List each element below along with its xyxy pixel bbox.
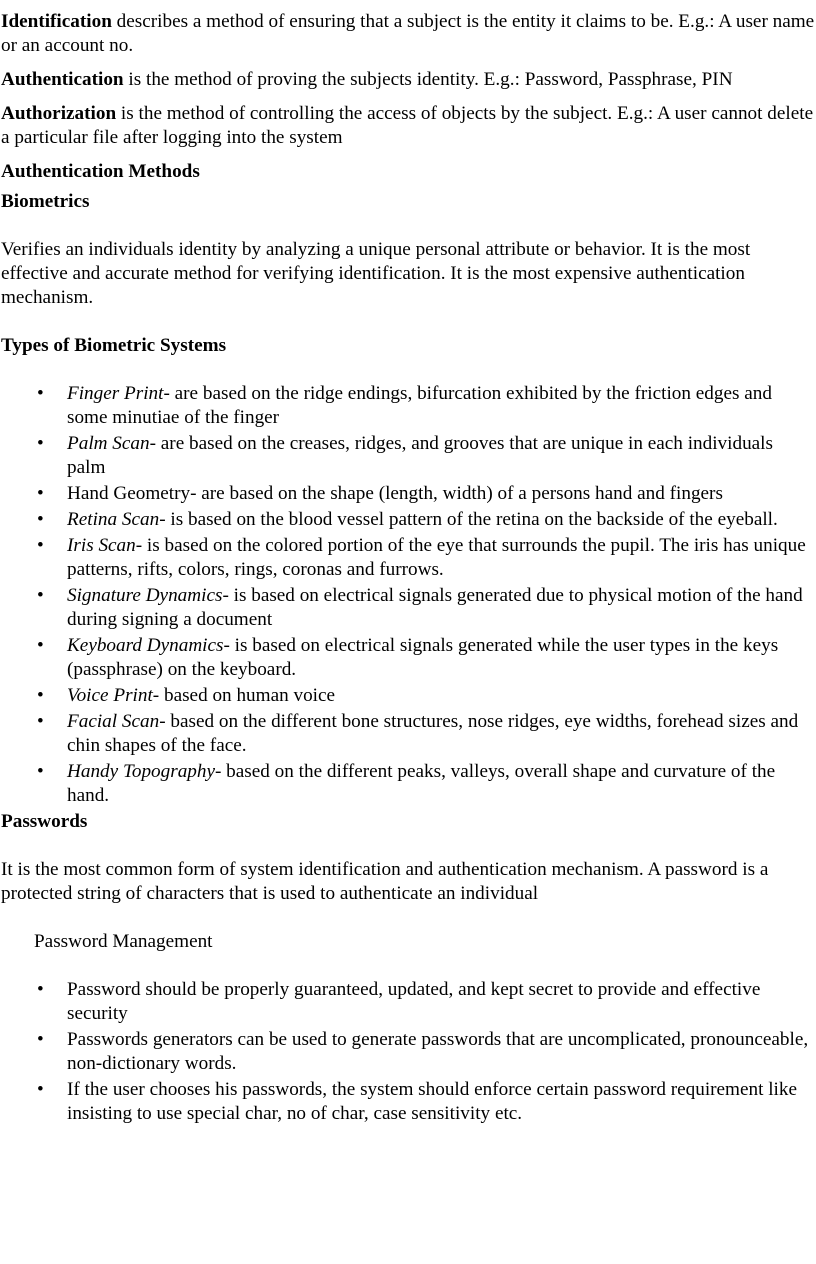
bullet-icon: •	[37, 585, 44, 606]
biometric-type-name: Iris Scan	[67, 535, 136, 556]
biometric-type-desc: - is based on the blood vessel pattern of the retina on the backside of the eyeball.	[159, 509, 778, 530]
biometric-type-item	[37, 710, 816, 758]
password-management-item	[37, 1028, 816, 1076]
biometric-type-desc: - are based on the creases, ridges, and grooves that are unique in each individuals palm	[67, 433, 773, 478]
biometric-type-item	[37, 482, 816, 506]
biometric-type-desc: - based on human voice	[152, 685, 336, 706]
password-management-text: Password should be properly guaranteed, updated, and kept secret to provide and effective security	[67, 979, 761, 1024]
bullet-icon: •	[37, 483, 44, 504]
bullet-icon: •	[37, 1029, 44, 1050]
biometric-type-item	[37, 508, 816, 532]
bullet-icon: •	[37, 979, 44, 1000]
biometrics-paragraph: Verifies an individuals identity by analyzing a unique personal attribute or behavior. It is the most effective and accurate method for verifying identification. It is the most expensive authentication mechanism.	[1, 239, 751, 308]
bullet-icon: •	[37, 1079, 44, 1100]
password-management-item	[37, 1078, 816, 1126]
definition-identification	[1, 10, 816, 58]
term-identification: Identification	[1, 11, 112, 32]
password-management-text: If the user chooses his passwords, the system should enforce certain password requirement like insisting to use special char, no of char, case sensitivity etc.	[67, 1079, 797, 1124]
biometric-type-name: Hand Geometry	[67, 483, 191, 504]
biometric-type-name: Keyboard Dynamics	[67, 635, 224, 656]
bullet-icon: •	[37, 761, 44, 782]
biometric-type-desc: - is based on electrical signals generated while the user types in the keys (passphrase) on the keyboard.	[67, 635, 779, 680]
definition-identification-text: describes a method of ensuring that a subject is the entity it claims to be. E.g.: A user name or an account no.	[1, 11, 815, 56]
term-authorization: Authorization	[1, 103, 117, 124]
biometric-type-desc: - is based on the colored portion of the eye that surrounds the pupil. The iris has unique patterns, rifts, colors, rings, coronas and furrows.	[67, 535, 806, 580]
biometric-type-item	[37, 432, 816, 480]
password-management-list	[1, 978, 816, 1126]
biometric-type-item	[37, 382, 816, 430]
biometric-type-desc: - based on the different peaks, valleys, overall shape and curvature of the hand.	[67, 761, 776, 806]
biometric-types-list	[1, 382, 816, 808]
definition-authentication-text: is the method of proving the subjects identity. E.g.: Password, Passphrase, PIN	[123, 69, 733, 90]
bullet-icon: •	[37, 433, 44, 454]
biometric-type-name: Palm Scan	[67, 433, 150, 454]
biometric-type-name: Facial Scan	[67, 711, 160, 732]
password-management-text: Passwords generators can be used to generate passwords that are uncomplicated, pronounceable, non-dictionary words.	[67, 1029, 809, 1074]
password-management-label: Password Management	[34, 931, 213, 952]
heading-passwords: Passwords	[1, 811, 88, 832]
heading-types-of-biometric-systems: Types of Biometric Systems	[1, 335, 227, 356]
biometric-type-item	[37, 534, 816, 582]
biometric-type-name: Voice Print	[67, 685, 153, 706]
biometric-type-desc: - based on the different bone structures, nose ridges, eye widths, forehead sizes and chin shapes of the face.	[67, 711, 799, 756]
biometric-type-name: Signature Dynamics	[67, 585, 223, 606]
definition-authorization	[1, 102, 816, 150]
bullet-icon: •	[37, 685, 44, 706]
biometric-type-desc: - is based on electrical signals generated due to physical motion of the hand during signing a document	[67, 585, 803, 630]
term-authentication: Authentication	[1, 69, 124, 90]
biometric-type-name: Handy Topography	[67, 761, 215, 782]
biometric-type-item	[37, 760, 816, 808]
definition-authentication	[1, 68, 816, 92]
biometric-type-desc: - are based on the shape (length, width) of a persons hand and fingers	[190, 483, 723, 504]
password-management-item	[37, 978, 816, 1026]
biometric-type-item	[37, 684, 816, 708]
biometric-type-name: Finger Print	[67, 383, 164, 404]
biometric-type-item	[37, 634, 816, 682]
definition-authorization-text: is the method of controlling the access of objects by the subject. E.g.: A user cannot delete a particular file after logging into the system	[1, 103, 814, 148]
heading-biometrics: Biometrics	[1, 191, 90, 212]
bullet-icon: •	[37, 535, 44, 556]
bullet-icon: •	[37, 635, 44, 656]
biometric-type-item	[37, 584, 816, 632]
biometric-type-desc: - are based on the ridge endings, bifurcation exhibited by the friction edges and some minutiae of the finger	[67, 383, 772, 428]
biometric-type-name: Retina Scan	[67, 509, 160, 530]
passwords-paragraph: It is the most common form of system identification and authentication mechanism. A password is a protected string of characters that is used to authenticate an individual	[1, 859, 769, 904]
bullet-icon: •	[37, 383, 44, 404]
bullet-icon: •	[37, 711, 44, 732]
bullet-icon: •	[37, 509, 44, 530]
heading-authentication-methods: Authentication Methods	[1, 161, 200, 182]
